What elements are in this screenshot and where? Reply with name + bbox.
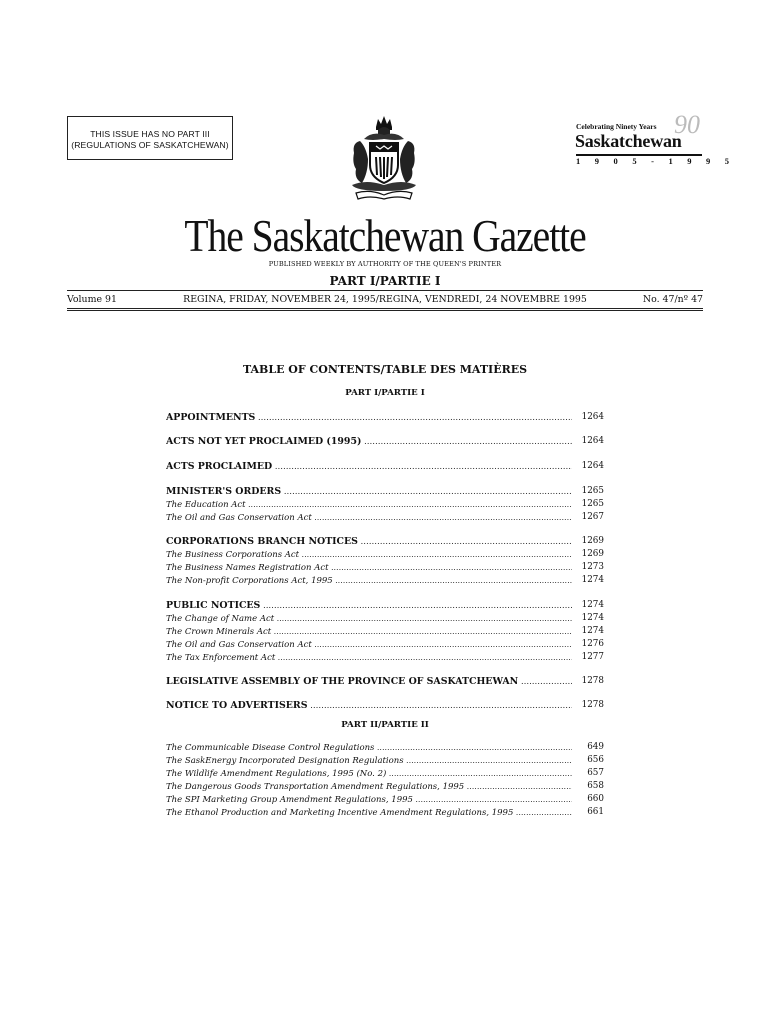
toc-entry-page: 1274: [581, 600, 604, 610]
toc-entry-label: PUBLIC NOTICES .....: [166, 599, 572, 612]
toc-entry-label: The Oil and Gas Conservation Act .....: [166, 638, 572, 652]
logo-celebrating: Celebrating Ninety Years: [576, 122, 657, 131]
toc-entry-page: 1277: [581, 652, 604, 662]
masthead-divider-bottom-2: [67, 310, 703, 311]
toc-part-1-label: PART I/PARTIE I: [345, 388, 425, 398]
toc-entry-page: 1265: [581, 499, 604, 509]
toc-entry-label: The Oil and Gas Conservation Act .....: [166, 511, 572, 525]
toc-entry[interactable]: [166, 485, 604, 498]
published-by-line: PUBLISHED WEEKLY BY AUTHORITY OF THE QUEEN'S PRINTER: [268, 260, 502, 268]
toc-entry[interactable]: [166, 535, 604, 548]
notice-line-1: THIS ISSUE HAS NO PART III: [90, 129, 210, 139]
toc-entry-label: The Crown Minerals Act .....: [166, 625, 572, 639]
toc-entry[interactable]: [166, 793, 604, 806]
toc-entry[interactable]: [166, 574, 604, 587]
toc-entry-page: 656: [587, 755, 604, 765]
toc-entry-page: 1274: [581, 575, 604, 585]
toc-entry-page: 1276: [581, 639, 604, 649]
toc-entry[interactable]: [166, 612, 604, 625]
toc-entry-label: LEGISLATIVE ASSEMBLY OF THE PROVINCE OF SASKATCHEWAN .....: [166, 675, 572, 688]
toc-entry-label: The SPI Marketing Group Amendment Regulations, 1995 .....: [166, 793, 572, 807]
toc-entry-label: The Communicable Disease Control Regulations .....: [166, 741, 572, 755]
toc-entry-page: 660: [587, 794, 604, 804]
toc-entry-label: APPOINTMENTS .....: [166, 411, 572, 424]
toc-entry-label: The Wildlife Amendment Regulations, 1995 (No. 2) .....: [166, 767, 572, 781]
toc-entry[interactable]: [166, 498, 604, 511]
toc-entry-label: The Change of Name Act .....: [166, 612, 572, 626]
toc-entry-page: 657: [587, 768, 604, 778]
toc-entry[interactable]: [166, 806, 604, 819]
toc-entry[interactable]: [166, 780, 604, 793]
toc-entry[interactable]: [166, 511, 604, 524]
toc-entry[interactable]: [166, 767, 604, 780]
logo-province: Saskatchewan: [575, 131, 682, 151]
toc-entry[interactable]: [166, 699, 604, 712]
toc-heading: TABLE OF CONTENTS/TABLE DES MATIÈRES: [242, 363, 528, 376]
toc-entry-page: 1269: [581, 536, 604, 546]
volume-label: Volume 91: [67, 294, 117, 305]
toc-entry[interactable]: [166, 675, 604, 688]
part-heading: PART I/PARTIE I: [329, 274, 441, 288]
gazette-title: The Saskatchewan Gazette: [184, 211, 586, 261]
toc-entry-page: 1273: [581, 562, 604, 572]
toc-entry-label: CORPORATIONS BRANCH NOTICES .....: [166, 535, 572, 548]
masthead-divider-top: [67, 290, 703, 291]
notice-box: [67, 116, 233, 160]
toc-entry[interactable]: [166, 651, 604, 664]
toc-entry-label: The Non-profit Corporations Act, 1995 .....: [166, 574, 572, 588]
toc-entry-label: The Tax Enforcement Act .....: [166, 651, 572, 665]
toc-entry-page: 1269: [581, 549, 604, 559]
toc-entry[interactable]: [166, 435, 604, 448]
toc-entry[interactable]: [166, 411, 604, 424]
toc-entry-label: The Ethanol Production and Marketing Incentive Amendment Regulations, 1995 .....: [166, 806, 572, 820]
toc-entry[interactable]: [166, 754, 604, 767]
toc-part-2-label: PART II/PARTIE II: [341, 720, 429, 730]
toc-entry-label: ACTS PROCLAIMED .....: [166, 460, 572, 473]
toc-entry-page: 1265: [581, 486, 604, 496]
toc-entry-page: 1274: [581, 613, 604, 623]
toc-entry-page: 1278: [581, 676, 604, 686]
coat-of-arms-icon: [346, 113, 422, 201]
toc-entry[interactable]: [166, 460, 604, 473]
toc-entry-page: 1274: [581, 626, 604, 636]
toc-entry-label: ACTS NOT YET PROCLAIMED (1995) .....: [166, 435, 572, 448]
logo-ninety: 90: [674, 110, 700, 139]
toc-entry-page: 1278: [581, 700, 604, 710]
toc-entry-label: The SaskEnergy Incorporated Designation Regulations .....: [166, 754, 572, 768]
toc-entry-label: The Business Corporations Act .....: [166, 548, 572, 562]
toc-entry-label: The Business Names Registration Act .....: [166, 561, 572, 575]
masthead-divider-bottom-1: [67, 308, 703, 309]
toc-entry-label: MINISTER'S ORDERS .....: [166, 485, 572, 498]
toc-entry-page: 1264: [581, 436, 604, 446]
logo-years: 1 9 0 5 - 1 9 9 5: [576, 156, 736, 166]
notice-line-2: (REGULATIONS OF SASKATCHEWAN): [71, 140, 229, 150]
toc-entry[interactable]: [166, 741, 604, 754]
toc-entry-page: 658: [587, 781, 604, 791]
toc-entry[interactable]: [166, 561, 604, 574]
toc-entry[interactable]: [166, 548, 604, 561]
toc-entry-label: The Education Act .....: [166, 498, 572, 512]
toc-entry-page: 661: [587, 807, 604, 817]
toc-entry-page: 1267: [581, 512, 604, 522]
toc-entry-page: 1264: [581, 412, 604, 422]
toc-entry[interactable]: [166, 638, 604, 651]
toc-entry[interactable]: [166, 599, 604, 612]
issue-number: No. 47/nº 47: [642, 294, 703, 305]
toc-entry-label: The Dangerous Goods Transportation Amendment Regulations, 1995 .....: [166, 780, 572, 794]
toc-entry[interactable]: [166, 625, 604, 638]
dateline: REGINA, FRIDAY, NOVEMBER 24, 1995/REGINA, VENDREDI, 24 NOVEMBRE 1995: [183, 294, 587, 305]
toc-entry-page: 1264: [581, 461, 604, 471]
anniversary-logo: [574, 110, 736, 168]
toc-entry-label: NOTICE TO ADVERTISERS .....: [166, 699, 572, 712]
toc-entry-page: 649: [587, 742, 604, 752]
